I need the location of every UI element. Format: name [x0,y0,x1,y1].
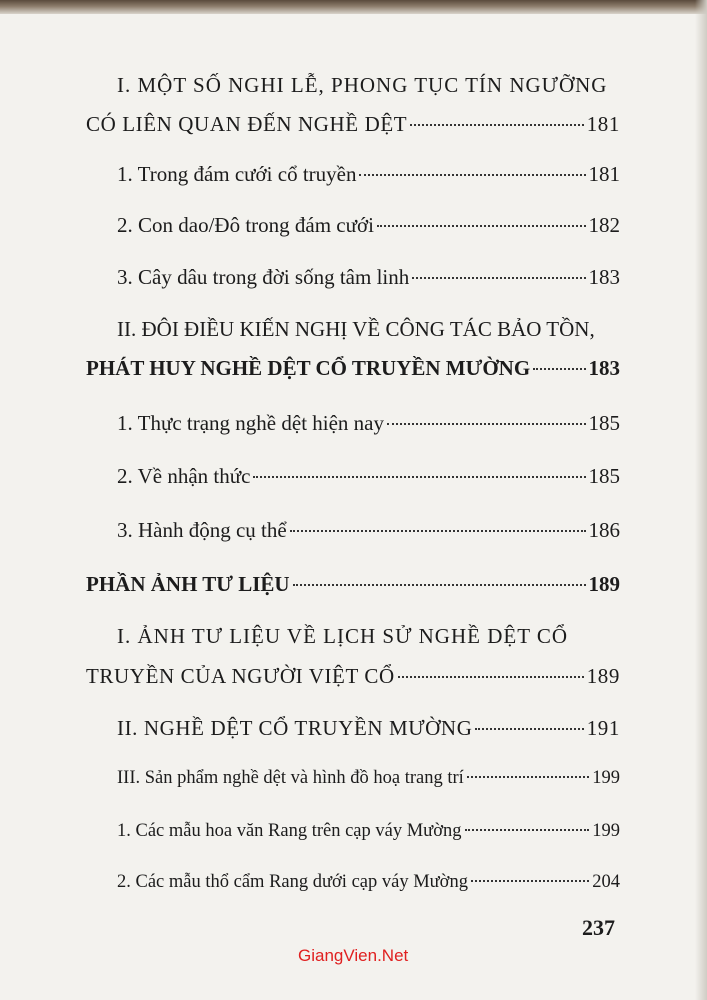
toc-entry-1 [86,112,620,137]
page-right-shade [695,0,707,1000]
toc-leader-dots [412,277,585,279]
toc-entry-9-text: PHẦN ẢNH TƯ LIỆU [86,572,290,596]
toc-entry-3-page: 182 [588,213,620,237]
toc-entry-4-page: 183 [588,265,620,289]
toc-leader-dots [398,676,584,678]
watermark-text: GiangVien.Net [298,946,409,965]
toc-entry-14-page: 204 [592,872,620,892]
toc-leader-dots [253,476,585,478]
toc-entry-10 [86,664,620,689]
toc-entry-8-text: 3. Hành động cụ thể [117,518,287,542]
toc-entry-6 [117,411,620,436]
page-number: 237 [582,915,615,940]
toc-entry-3 [117,213,620,238]
toc-leader-dots [475,728,583,730]
toc-entry-6-page: 185 [588,411,620,435]
toc-entry-4 [117,265,620,290]
toc-entry-1-page: 181 [586,112,620,136]
toc-leader-dots [467,776,589,778]
toc-entry-1-line-2: CÓ LIÊN QUAN ĐẾN NGHỀ DỆT [86,112,408,136]
toc-entry-2 [117,162,620,187]
toc-entry-9-page: 189 [588,572,620,596]
toc-leader-dots [290,530,586,532]
toc-entry-12-text: III. Sản phẩm nghề dệt và hình đồ hoạ trang trí [117,768,464,788]
toc-leader-dots [377,225,586,227]
toc-entry-7-page: 185 [588,464,620,488]
toc-entry-5-line-1: II. ĐÔI ĐIỀU KIẾN NGHỊ VỀ CÔNG TÁC BẢO TỒN, [117,317,595,341]
toc-entry-10-page: 189 [586,664,620,688]
toc-entry-11-text: II. NGHỀ DỆT CỔ TRUYỀN MƯỜNG [117,716,473,740]
toc-leader-dots [471,880,589,882]
toc-entry-12-page: 199 [592,768,620,788]
toc-entry-4-text: 3. Cây dâu trong đời sống tâm linh [117,265,410,289]
toc-leader-dots [387,423,585,425]
toc-entry-2-text: 1. Trong đám cưới cổ truyền [117,162,357,186]
toc-entry-1-line-1: I. MỘT SỐ NGHI LỄ, PHONG TỤC TÍN NGƯỠNG [117,73,608,97]
toc-entry-7 [117,464,620,489]
toc-entry-2-page: 181 [588,162,620,186]
toc-entry-11 [117,716,620,741]
page-top-edge [0,0,707,14]
toc-leader-dots [410,124,583,126]
toc-entry-5-page: 183 [588,356,620,380]
toc-entry-9 [86,572,620,597]
toc-entry-13 [117,821,620,842]
toc-entry-13-page: 199 [592,821,620,841]
toc-leader-dots [359,174,585,176]
toc-entry-11-page: 191 [586,716,620,740]
toc-entry-12 [117,768,620,789]
toc-entry-14 [117,872,620,893]
toc-entry-14-text: 2. Các mẫu thổ cẩm Rang dưới cạp váy Mường [117,872,468,892]
toc-entry-10-line-2: TRUYỀN CỦA NGƯỜI VIỆT CỔ [86,664,395,688]
toc-entry-8 [117,518,620,543]
toc-entry-8-page: 186 [588,518,620,542]
toc-leader-dots [533,368,585,370]
toc-entry-7-text: 2. Về nhận thức [117,464,251,488]
toc-entry-5 [86,356,620,381]
toc-entry-13-text: 1. Các mẫu hoa văn Rang trên cạp váy Mường [117,821,462,841]
toc-entry-3-text: 2. Con dao/Đô trong đám cưới [117,213,374,237]
toc-leader-dots [465,829,590,831]
toc-entry-10-line-1: I. ẢNH TƯ LIỆU VỀ LỊCH SỬ NGHỀ DỆT CỔ [117,624,569,648]
toc-leader-dots [293,584,586,586]
toc-entry-5-line-2: PHÁT HUY NGHỀ DỆT CỔ TRUYỀN MƯỜNG [86,356,531,380]
toc-entry-6-text: 1. Thực trạng nghề dệt hiện nay [117,411,385,435]
